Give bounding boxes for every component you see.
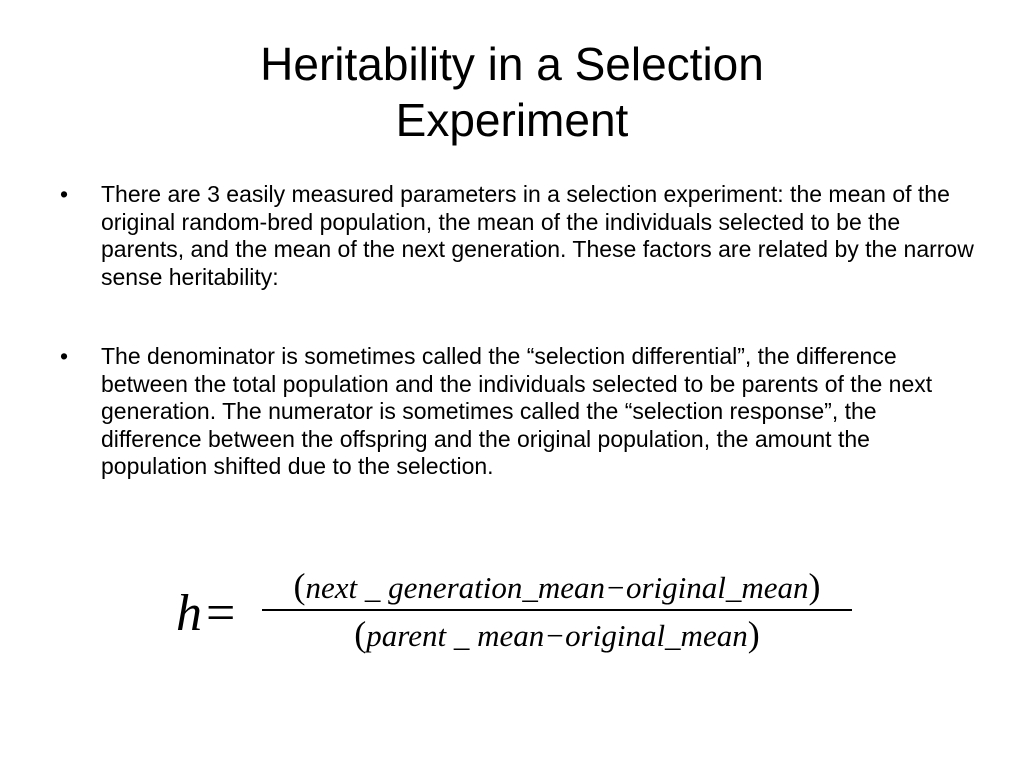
numerator-close-paren: ) (808, 566, 821, 606)
formula-numerator (262, 566, 852, 608)
fraction-bar (262, 609, 852, 611)
numerator-text: next _ generation_mean−original_mean (305, 570, 809, 605)
denominator-close-paren: ) (747, 614, 760, 654)
bullet-item-denominator (60, 343, 980, 481)
denominator-open-paren: ( (354, 614, 367, 654)
formula-denominator (262, 614, 852, 656)
formula-equals-sign: = (206, 585, 236, 642)
slide-title (100, 36, 924, 148)
numerator-open-paren: ( (293, 566, 306, 606)
bullet-marker: • (60, 181, 69, 207)
slide-title-line-2: Experiment (395, 94, 629, 146)
bullet-marker: • (60, 343, 69, 369)
bullet-item-parameters (60, 181, 980, 291)
bullet-text-denominator: The denominator is sometimes called the “selection differential”, the difference between the total population and the individuals selected to be parents of the next generation. The numerator is sometimes called the “selection response”, the difference between the offspring and the original population, the amount the population shifted due to the selection. (101, 343, 933, 479)
formula-lhs (176, 584, 235, 644)
bullet-list (60, 181, 980, 481)
denominator-text: parent _ mean−original_mean (366, 618, 748, 653)
slide-title-line-1: Heritability in a Selection (260, 38, 764, 90)
bullet-text-parameters: There are 3 easily measured parameters in a selection experiment: the mean of the original random-bred population, the mean of the individuals selected to be the parents, and the mean of the next generation. These factors are related by the narrow sense heritability: (101, 181, 974, 290)
heritability-formula (176, 566, 866, 666)
formula-variable-h: h (176, 585, 202, 642)
